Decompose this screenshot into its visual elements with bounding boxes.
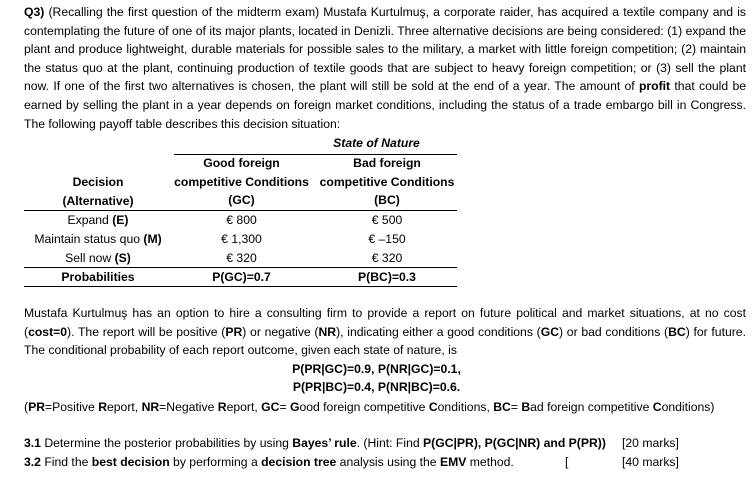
abbreviation-legend: (PR=Positive Report, NR=Negative Report, GC= Good foreign competitive Conditions, BC= Bad foreign competitive Conditions) bbox=[24, 400, 715, 414]
table-row-expand: Expand (E) bbox=[67, 213, 129, 227]
question-3-1-marks: [20 marks] bbox=[622, 436, 679, 450]
state-of-nature-heading: State of Nature bbox=[333, 136, 420, 150]
cell-expand-bc: € 500 bbox=[371, 213, 403, 227]
cell-maintain-gc: € 1,300 bbox=[221, 232, 262, 246]
table-row-maintain: Maintain status quo (M) bbox=[34, 232, 162, 246]
bc-header: Bad foreign competitive Conditions (BC) bbox=[319, 156, 455, 208]
question-3-2-bracket: [ bbox=[565, 455, 569, 469]
question-3-2: 3.2 Find the best decision by performing a decision tree analysis using the EMV method. bbox=[24, 455, 514, 469]
consulting-paragraph: Mustafa Kurtulmuş has an option to hire a consulting firm to provide a report on future political and market situations, at no cost (cost=0). The report will be positive (PR) or negative (NR), indicating either a good conditions (GC) or bad conditions (BC) for future. The conditional probability of each report outcome, given each state of nature, is bbox=[24, 306, 746, 358]
cell-expand-gc: € 800 bbox=[226, 213, 257, 227]
cell-sell-gc: € 320 bbox=[226, 251, 257, 265]
table-row-sell: Sell now (S) bbox=[65, 251, 131, 265]
formula-line-2: P(PR|BC)=0.4, P(NR|BC)=0.6. bbox=[292, 380, 461, 394]
table-bottom-rule bbox=[24, 286, 457, 287]
profit-word: profit bbox=[638, 79, 671, 94]
question-3-1: 3.1 Determine the posterior probabilities by using Bayes’ rule. (Hint: Find P(GC|PR), P(GC|NR) and P(PR)) bbox=[24, 436, 606, 450]
prob-bc: P(BC)=0.3 bbox=[358, 270, 416, 284]
gc-header: Good foreign competitive Conditions (GC) bbox=[174, 156, 309, 208]
decision-header: Decision (Alternative) bbox=[62, 175, 134, 208]
cell-maintain-bc: € –150 bbox=[368, 232, 406, 246]
probabilities-label: Probabilities bbox=[61, 270, 135, 284]
question-label: Q3) bbox=[24, 5, 45, 19]
formula-line-1: P(PR|GC)=0.9, P(NR|GC)=0.1, bbox=[292, 362, 461, 376]
prob-gc: P(GC)=0.7 bbox=[212, 270, 271, 284]
intro-paragraph: Q3) (Recalling the first question of the midterm exam) Mustafa Kurtulmuş, a corporate raider, has acquired a textile company and is contemplating the future of one of its major plants, located in Denizli. Three alternative decisions are being considered: (1) expand the plant and produce lightweight, durable materials for possible sales to the military, a market with little foreign competition; (2) maintain the status quo at the plant, continuing production of textile goods that are subject to heavy foreign competition; or (3) sell the plant now. If one of the first two alternatives is chosen, the plant will still be sold at the end of a year. The amount of profit that could be earned by selling the plant in a year depends on foreign market conditions, including the status of a trade embargo bill in Congress. The following payoff table describes this decision situation: bbox=[24, 5, 746, 131]
cell-sell-bc: € 320 bbox=[371, 251, 403, 265]
question-3-2-marks: [40 marks] bbox=[622, 455, 679, 469]
